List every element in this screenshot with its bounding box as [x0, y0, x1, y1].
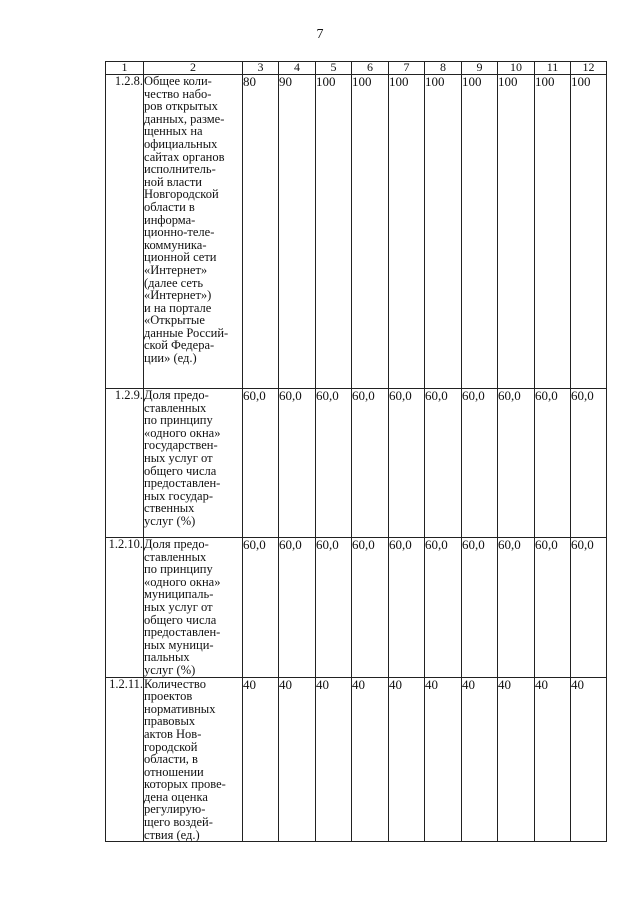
- row-number: 1.2.8.: [106, 75, 144, 389]
- indicator-value: 60,0: [389, 389, 425, 538]
- indicator-value: 60,0: [352, 389, 389, 538]
- indicator-name-line: ных услуг от: [144, 599, 213, 614]
- indicator-name-line: Доля предо-: [144, 388, 209, 402]
- indicator-name-line: ции» (ед.): [144, 351, 197, 366]
- indicator-value: 60,0: [535, 538, 571, 678]
- column-header: 12: [571, 62, 607, 75]
- indicator-value: 40: [462, 677, 498, 842]
- row-number: 1.2.11.: [106, 677, 144, 842]
- indicators-table: [105, 61, 607, 842]
- indicator-name-line: ной власти: [144, 174, 202, 189]
- indicator-name-line: Количество: [144, 676, 206, 691]
- indicator-name-line: «Открытые: [144, 313, 205, 328]
- indicator-name-line: общего числа: [144, 463, 217, 478]
- indicator-name-line: предоставлен-: [144, 625, 221, 640]
- indicator-name-line: предоставлен-: [144, 476, 221, 491]
- indicator-value: 60,0: [389, 538, 425, 678]
- column-header: 4: [279, 62, 316, 75]
- indicator-name-line: общего числа: [144, 612, 217, 627]
- indicator-value: 60,0: [243, 538, 279, 678]
- indicator-value: 40: [243, 677, 279, 842]
- indicator-value: 60,0: [535, 389, 571, 538]
- indicator-name-line: по принципу: [144, 413, 213, 428]
- indicator-name-line: ставленных: [144, 400, 207, 415]
- page-number: 7: [316, 27, 324, 42]
- indicator-name-line: щенных на: [144, 124, 203, 139]
- indicator-name-line: дена оценка: [144, 789, 208, 804]
- indicator-value: 100: [462, 75, 498, 389]
- indicator-value: 100: [535, 75, 571, 389]
- indicator-name-line: регулирую-: [144, 802, 206, 817]
- indicator-value: 60,0: [462, 538, 498, 678]
- indicator-name-line: государствен-: [144, 438, 218, 453]
- indicator-value: 40: [389, 677, 425, 842]
- indicator-value: 60,0: [425, 538, 462, 678]
- column-header: 6: [352, 62, 389, 75]
- column-header: 8: [425, 62, 462, 75]
- indicator-name-line: ской Федера-: [144, 338, 215, 353]
- column-header: 3: [243, 62, 279, 75]
- column-header: 5: [316, 62, 352, 75]
- indicator-value: 100: [389, 75, 425, 389]
- indicator-name-line: ров открытых: [144, 99, 218, 114]
- indicator-name-line: ственных: [144, 501, 195, 516]
- indicator-name-line: «Интернет»: [144, 262, 208, 277]
- indicator-name: [144, 677, 243, 842]
- indicator-name-line: ствия (ед.): [144, 827, 200, 842]
- column-header: 2: [144, 62, 243, 75]
- row-number: 1.2.10.: [106, 538, 144, 678]
- indicator-name-line: исполнитель-: [144, 162, 216, 177]
- indicator-name-line: (далее сеть: [144, 275, 204, 290]
- indicator-name-line: отношении: [144, 764, 204, 779]
- indicator-name-line: ных государ-: [144, 488, 214, 503]
- indicator-value: 60,0: [462, 389, 498, 538]
- indicator-name-line: нормативных: [144, 701, 216, 716]
- indicator-value: 60,0: [498, 538, 535, 678]
- indicator-value: 60,0: [571, 538, 607, 678]
- indicator-name-line: актов Нов-: [144, 726, 202, 741]
- indicator-name-line: чество набо-: [144, 86, 212, 101]
- indicator-name-line: данные Россий-: [144, 325, 229, 340]
- header-row: [106, 62, 607, 75]
- indicator-name-line: муниципаль-: [144, 587, 214, 602]
- indicator-value: 40: [279, 677, 316, 842]
- indicator-value: 100: [571, 75, 607, 389]
- indicator-name-line: по принципу: [144, 562, 213, 577]
- indicator-value: 60,0: [316, 389, 352, 538]
- indicator-name-line: области, в: [144, 752, 198, 767]
- column-header: 10: [498, 62, 535, 75]
- indicator-name-line: области в: [144, 199, 195, 214]
- indicator-value: 60,0: [498, 389, 535, 538]
- indicator-value: 100: [425, 75, 462, 389]
- indicator-name-line: «Интернет»): [144, 288, 212, 303]
- column-header: 11: [535, 62, 571, 75]
- indicator-value: 80: [243, 75, 279, 389]
- indicator-name-line: «одного окна»: [144, 425, 221, 440]
- indicator-name-line: проектов: [144, 689, 193, 704]
- indicator-name-line: ных муници-: [144, 637, 214, 652]
- indicator-name-line: «одного окна»: [144, 574, 221, 589]
- indicator-name: [144, 389, 243, 538]
- indicator-name-line: услуг (%): [144, 513, 196, 528]
- table-row: [106, 677, 607, 842]
- row-number: 1.2.9.: [106, 389, 144, 538]
- indicator-name-line: данных, разме-: [144, 111, 225, 126]
- indicator-name-line: пальных: [144, 650, 190, 665]
- indicator-name: [144, 538, 243, 678]
- indicator-value: 40: [425, 677, 462, 842]
- indicator-name-line: ционной сети: [144, 250, 217, 265]
- indicator-value: 40: [571, 677, 607, 842]
- indicator-name-line: ных услуг от: [144, 450, 213, 465]
- indicator-value: 100: [316, 75, 352, 389]
- indicator-value: 60,0: [279, 538, 316, 678]
- indicator-name-line: ставленных: [144, 549, 207, 564]
- indicator-name-line: услуг (%): [144, 662, 196, 677]
- column-header: 7: [389, 62, 425, 75]
- indicator-value: 40: [352, 677, 389, 842]
- table-row: [106, 389, 607, 538]
- indicator-name-line: официальных: [144, 136, 218, 151]
- indicator-value: 60,0: [243, 389, 279, 538]
- indicator-value: 100: [498, 75, 535, 389]
- indicator-name: [144, 75, 243, 389]
- table-row: [106, 75, 607, 389]
- table-row: [106, 538, 607, 678]
- indicator-name-line: правовых: [144, 714, 196, 729]
- indicator-name-line: городской: [144, 739, 198, 754]
- indicator-name-line: Доля предо-: [144, 537, 209, 551]
- indicator-value: 60,0: [279, 389, 316, 538]
- indicator-name-line: щего воздей-: [144, 815, 213, 830]
- indicator-value: 60,0: [571, 389, 607, 538]
- indicator-value: 40: [498, 677, 535, 842]
- indicator-name-line: сайтах органов: [144, 149, 225, 164]
- indicator-value: 90: [279, 75, 316, 389]
- indicator-value: 60,0: [352, 538, 389, 678]
- indicator-name-line: коммуника-: [144, 237, 207, 252]
- indicator-value: 60,0: [316, 538, 352, 678]
- indicator-name-line: Общее коли-: [144, 74, 212, 88]
- indicator-name-line: ционно-теле-: [144, 225, 215, 240]
- indicator-value: 40: [316, 677, 352, 842]
- indicator-name-line: и на портале: [144, 300, 212, 315]
- indicator-name-line: Новгородской: [144, 187, 219, 202]
- indicator-name-line: информа-: [144, 212, 196, 227]
- indicator-value: 60,0: [425, 389, 462, 538]
- indicator-name-line: которых прове-: [144, 777, 226, 792]
- column-header: 9: [462, 62, 498, 75]
- indicator-value: 100: [352, 75, 389, 389]
- column-header: 1: [106, 62, 144, 75]
- indicator-value: 40: [535, 677, 571, 842]
